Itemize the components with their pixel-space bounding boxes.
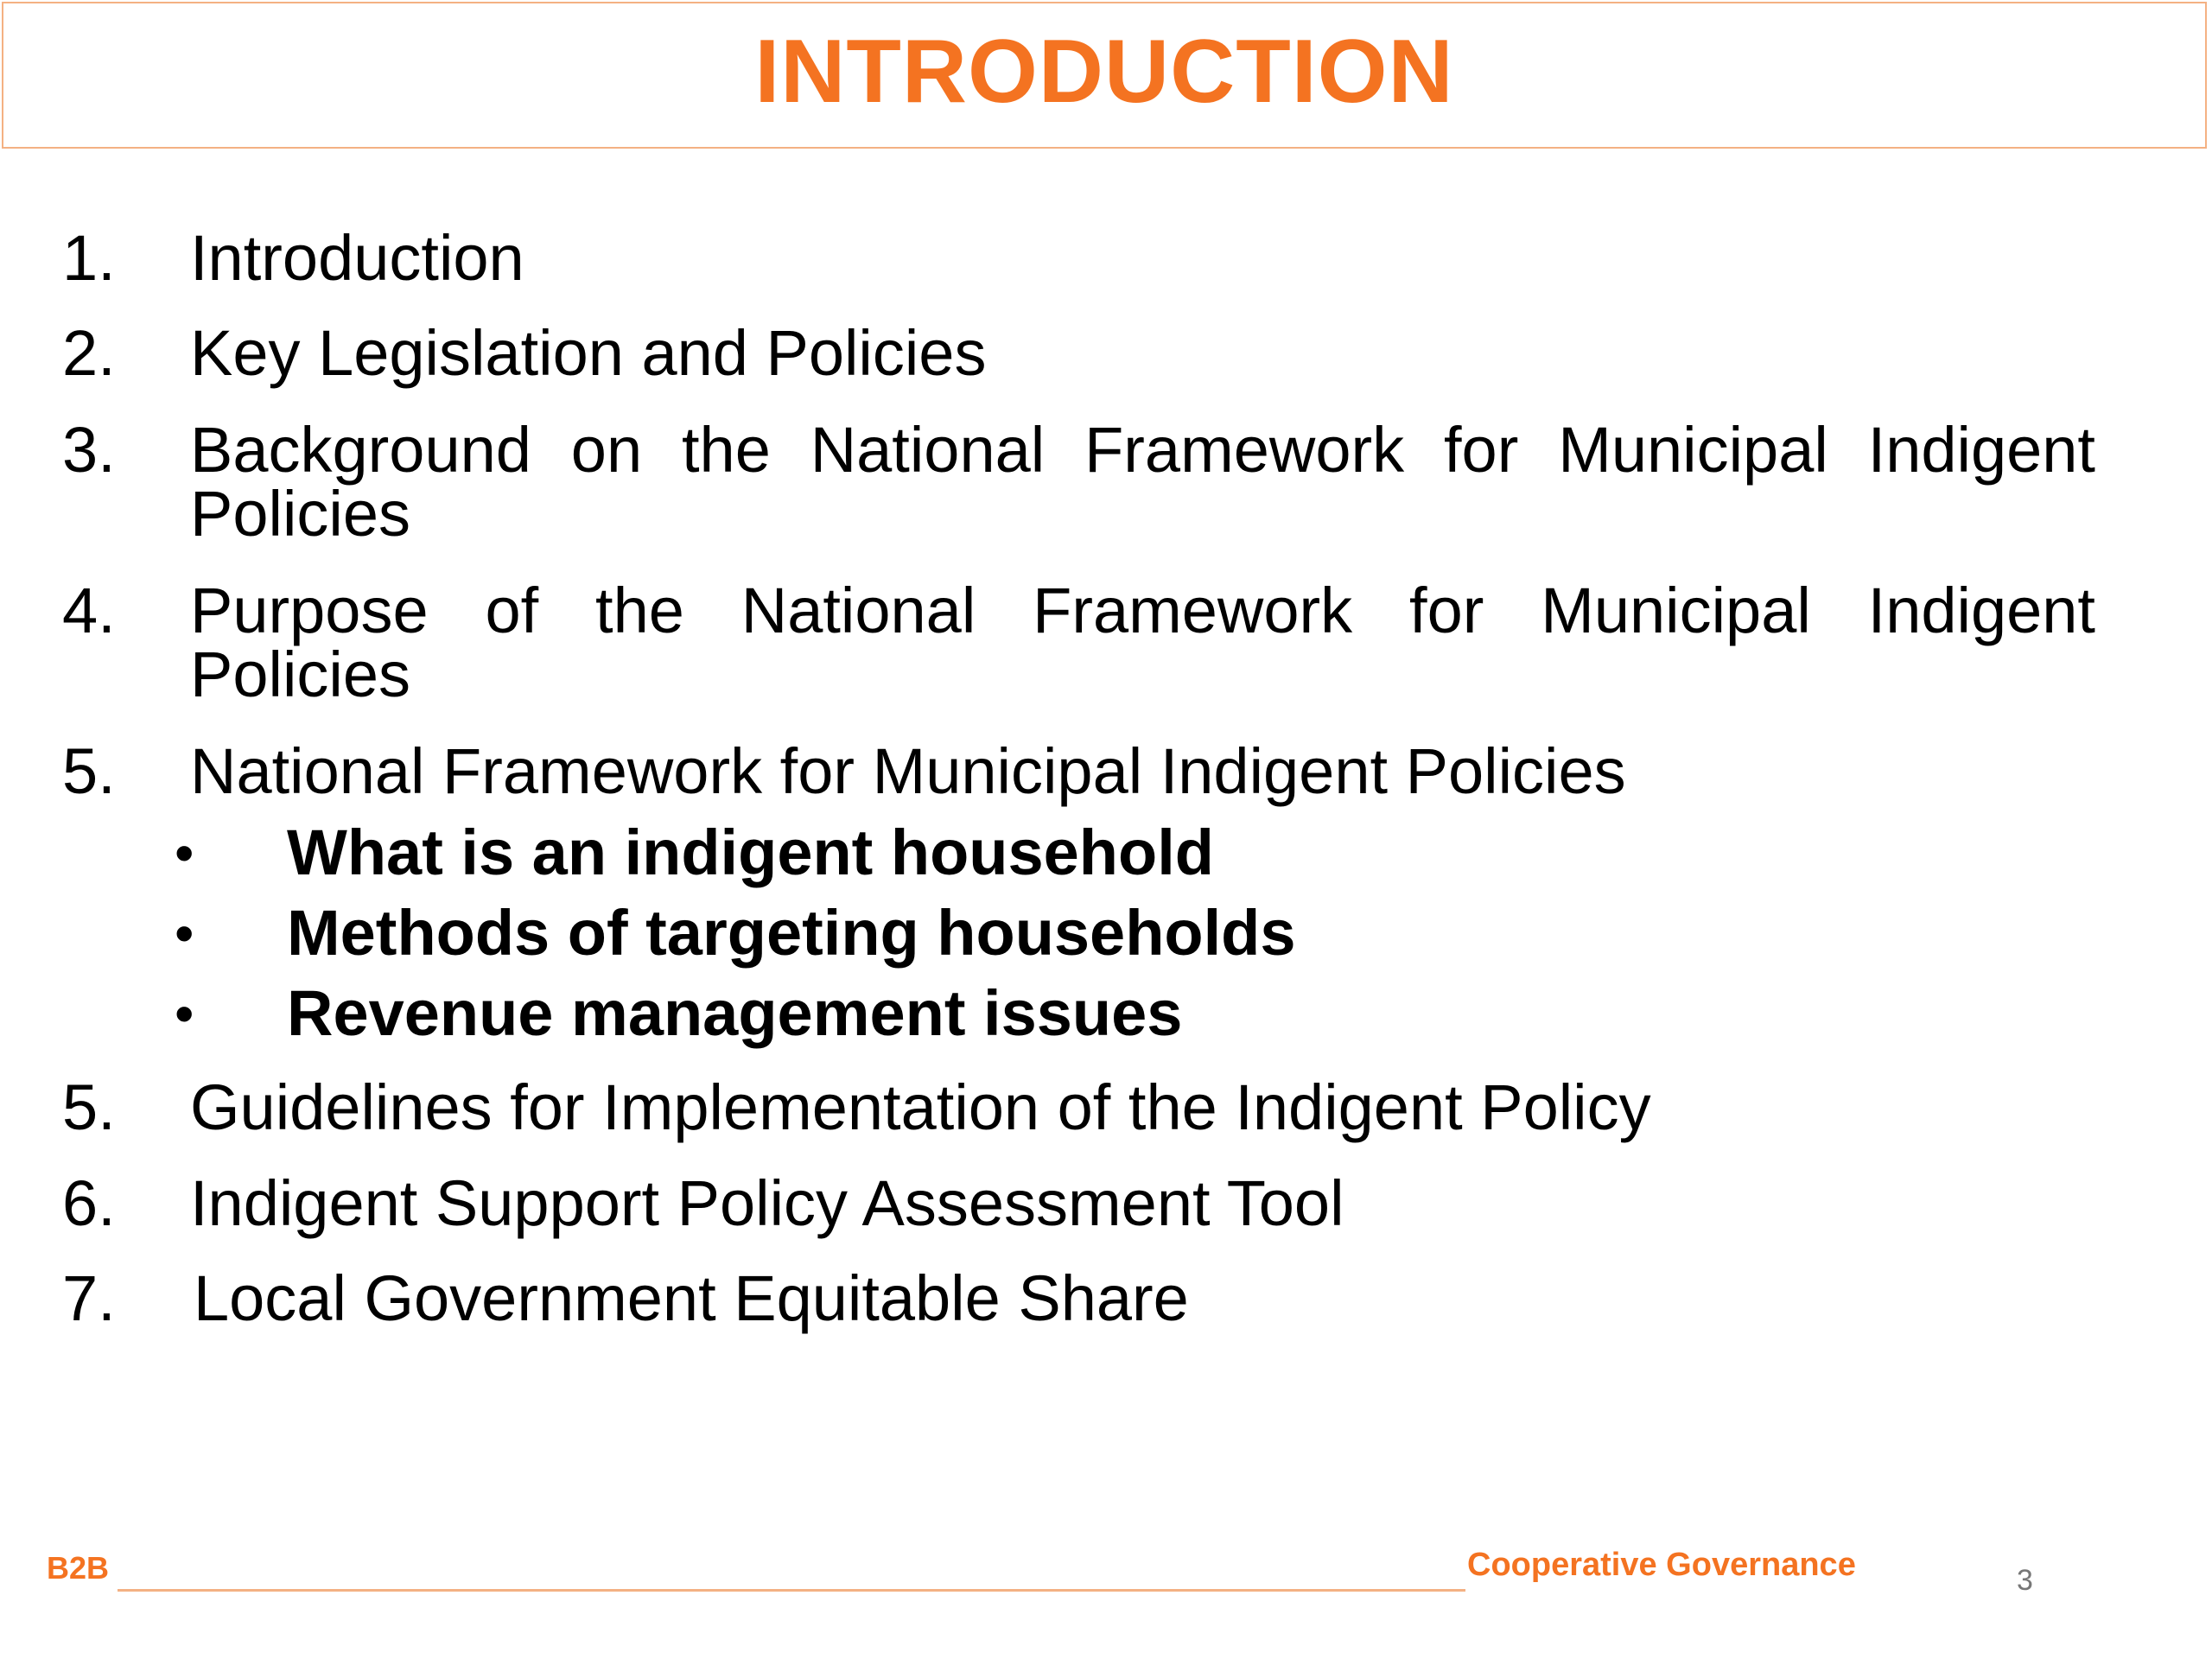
- page-number: 3: [2017, 1564, 2033, 1597]
- list-item-text: Introduction: [190, 222, 524, 294]
- list-item-text: Key Legislation and Policies: [190, 317, 987, 389]
- list-item-number: 4.: [62, 575, 116, 646]
- list-item-number: 6.: [62, 1167, 116, 1239]
- footer-divider: [118, 1589, 1465, 1592]
- sub-list-item-text: What is an indigent household: [287, 817, 1214, 888]
- list-item-line: Policies: [190, 478, 410, 550]
- sub-list-item-text: Methods of targeting households: [287, 897, 1296, 969]
- list-item-text: Indigent Support Policy Assessment Tool: [190, 1167, 1344, 1239]
- list-item-text: [190, 414, 2095, 550]
- footer-organization-logo: Cooperative Governance: [1467, 1547, 1856, 1583]
- list-item-text: Local Government Equitable Share: [194, 1262, 1189, 1334]
- list-item-number: 2.: [62, 317, 116, 389]
- list-item-text: [190, 575, 2095, 710]
- footer-b2b-logo: B2B: [47, 1550, 110, 1586]
- bullet-icon: •: [175, 822, 194, 884]
- slide-title: INTRODUCTION: [754, 21, 1454, 122]
- bullet-icon: •: [175, 982, 194, 1045]
- list-item-number: 5.: [62, 1071, 116, 1143]
- list-item-number: 5.: [62, 735, 116, 807]
- list-item-number: 7.: [62, 1262, 116, 1334]
- list-item-text: National Framework for Municipal Indigent Policies: [190, 735, 1626, 807]
- list-item-line: Background on the National Framework for Municipal Indigent: [190, 414, 2095, 486]
- sub-list-item-text: Revenue management issues: [287, 977, 1183, 1049]
- list-item-number: 3.: [62, 414, 116, 486]
- list-item-line: Policies: [190, 639, 410, 710]
- list-item-text: Guidelines for Implementation of the Indigent Policy: [190, 1071, 1651, 1143]
- bullet-icon: •: [175, 902, 194, 964]
- list-item-number: 1.: [62, 222, 116, 294]
- list-item-line: Purpose of the National Framework for Municipal Indigent: [190, 575, 2095, 646]
